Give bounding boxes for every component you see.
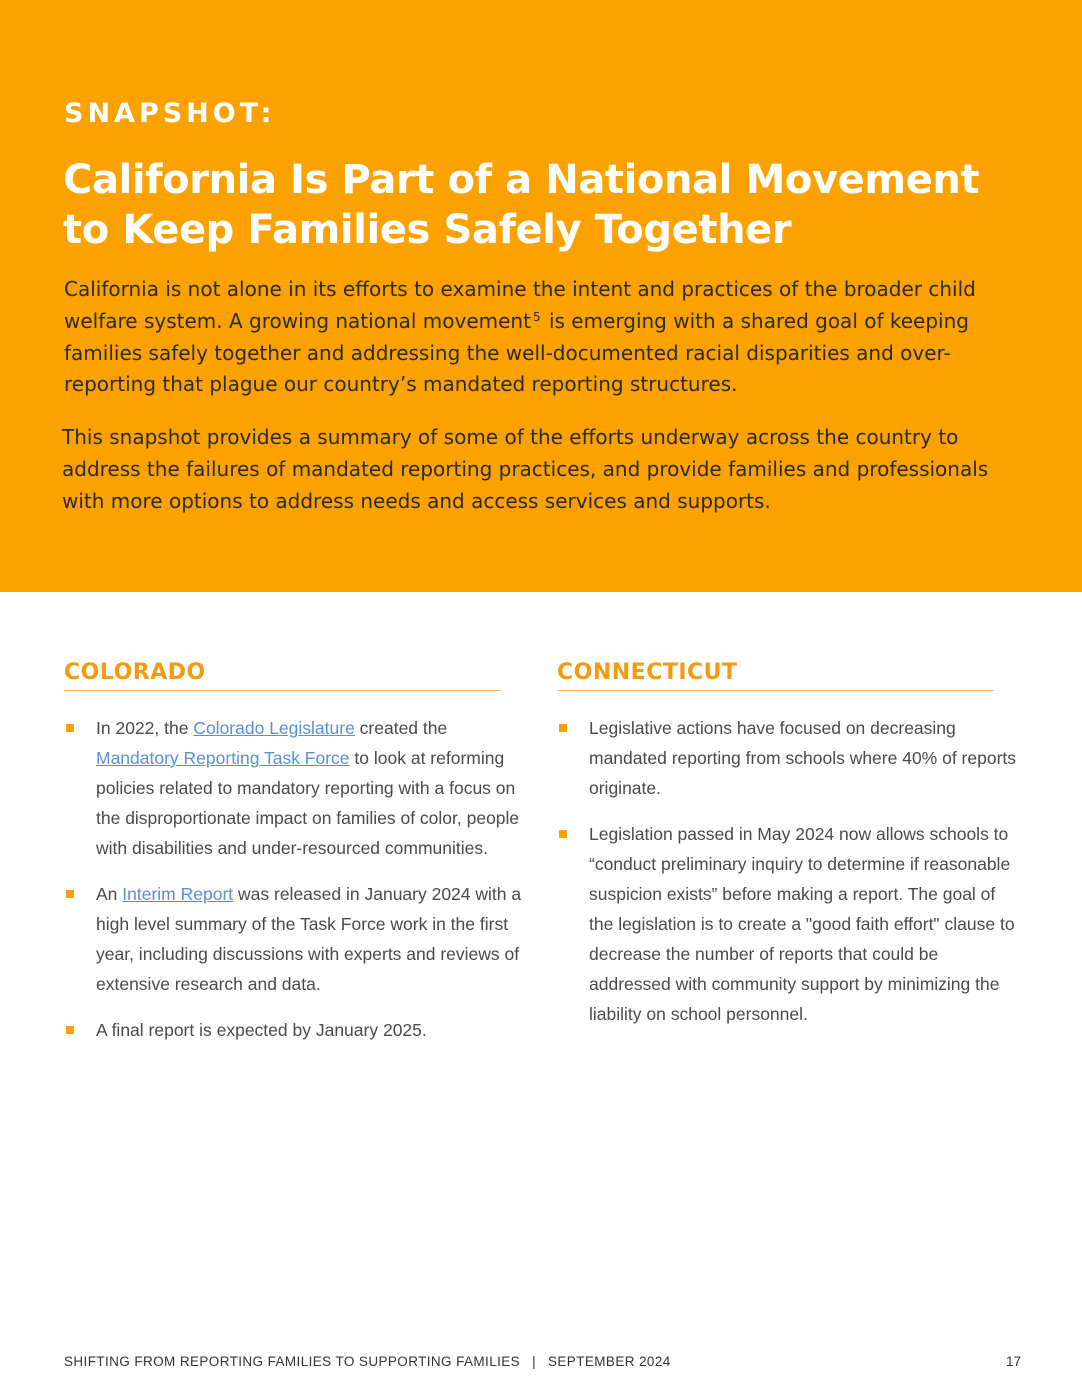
bullet-square-icon bbox=[559, 724, 567, 732]
page-title bbox=[63, 155, 1053, 255]
colorado-legislature-link[interactable]: Colorado Legislature bbox=[193, 718, 355, 738]
item-text: was released in January 2024 with a high level summary of the Task Force work in the first year, including discussions with experts and reviews of extensive research and data. bbox=[96, 884, 522, 994]
intro-text-b: is emerging with a shared goal of keeping families safely together and addressing the well-documented racial disparities and over-reporting that plague our country’s mandated reporting structures. bbox=[64, 308, 969, 397]
footer-date: SEPTEMBER 2024 bbox=[548, 1354, 671, 1369]
task-force-link[interactable]: Mandatory Reporting Task Force bbox=[96, 748, 350, 768]
list-item bbox=[64, 879, 524, 999]
bullet-square-icon bbox=[66, 724, 74, 732]
colorado-heading: COLORADO bbox=[64, 660, 501, 691]
footer-report-title: SHIFTING FROM REPORTING FAMILIES TO SUPPORTING FAMILIES bbox=[64, 1354, 521, 1369]
list-item bbox=[64, 1015, 524, 1045]
intro-text-a: California is not alone in its efforts to examine the intent and practices of the broader child welfare system. A growing national movement bbox=[64, 277, 976, 333]
item-text: Legislation passed in May 2024 now allows schools to “conduct preliminary inquiry to determine if reasonable suspicion exists” before making a report. The goal of the legislation is to create a "good faith effort" clause to decrease the number of reports that could be addressed with community support by minimizing the liability on school personnel. bbox=[589, 824, 1015, 1024]
list-item bbox=[557, 713, 1017, 803]
connecticut-heading: CONNECTICUT bbox=[557, 660, 994, 691]
intro-paragraph-1 bbox=[64, 274, 1024, 401]
footer-title bbox=[64, 1354, 671, 1369]
footnote-ref: 5 bbox=[532, 309, 541, 324]
page-number: 17 bbox=[1005, 1354, 1021, 1369]
snapshot-kicker: SNAPSHOT: bbox=[64, 98, 276, 129]
colorado-section bbox=[64, 660, 524, 1061]
item-text: An bbox=[96, 884, 123, 904]
bullet-square-icon bbox=[559, 830, 567, 838]
item-text: In 2022, the bbox=[96, 718, 194, 738]
title-line-1: California Is Part of a National Movement bbox=[63, 157, 980, 203]
footer-separator: | bbox=[532, 1354, 536, 1369]
item-text: created the bbox=[354, 718, 448, 738]
interim-report-link[interactable]: Interim Report bbox=[122, 884, 234, 904]
colorado-list bbox=[64, 713, 524, 1045]
title-line-2: to Keep Families Safely Together bbox=[63, 207, 792, 253]
hero-banner bbox=[0, 0, 1082, 592]
item-text: to look at reforming policies related to mandatory reporting with a focus on the disproportionate impact on families of color, people with disabilities and under-resourced communities. bbox=[96, 748, 520, 858]
list-item bbox=[64, 713, 524, 863]
list-item bbox=[557, 819, 1017, 1029]
connecticut-list bbox=[557, 713, 1017, 1029]
bullet-square-icon bbox=[66, 1026, 74, 1034]
item-text: A final report is expected by January 2025. bbox=[96, 1020, 427, 1040]
connecticut-section bbox=[557, 660, 1017, 1045]
item-text: Legislative actions have focused on decreasing mandated reporting from schools where 40% of reports originate. bbox=[589, 718, 1017, 798]
bullet-square-icon bbox=[66, 890, 74, 898]
intro-paragraph-2: This snapshot provides a summary of some of the efforts underway across the country to address the failures of mandated reporting practices, and provide families and professionals with more options to address needs and access services and supports. bbox=[62, 425, 989, 513]
